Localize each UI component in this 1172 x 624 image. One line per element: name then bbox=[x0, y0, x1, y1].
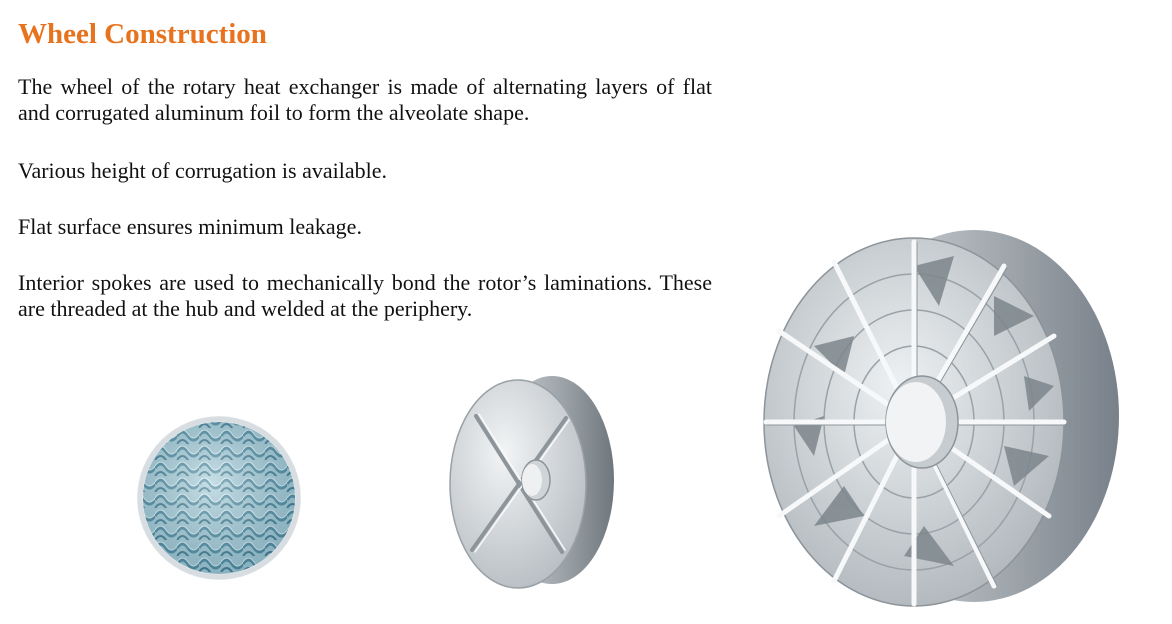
large-rotor-wheel-image bbox=[754, 226, 1124, 608]
paragraph-wheel-layers: The wheel of the rotary heat exchanger is made of alternating layers of flat and corrugated aluminum foil to form the alveolate shape. bbox=[18, 74, 712, 125]
small-rotor-wheel-image bbox=[440, 372, 620, 594]
paragraph-flat-surface: Flat surface ensures minimum leakage. bbox=[18, 214, 362, 239]
paragraph-corrugation-height: Various height of corrugation is available. bbox=[18, 158, 388, 183]
page-title: Wheel Construction bbox=[18, 18, 267, 50]
paragraph-interior-spokes: Interior spokes are used to mechanically bond the rotor’s laminations. These are threaded at the hub and welded at the periphery. bbox=[18, 270, 712, 321]
corrugated-foil-image bbox=[133, 412, 305, 584]
